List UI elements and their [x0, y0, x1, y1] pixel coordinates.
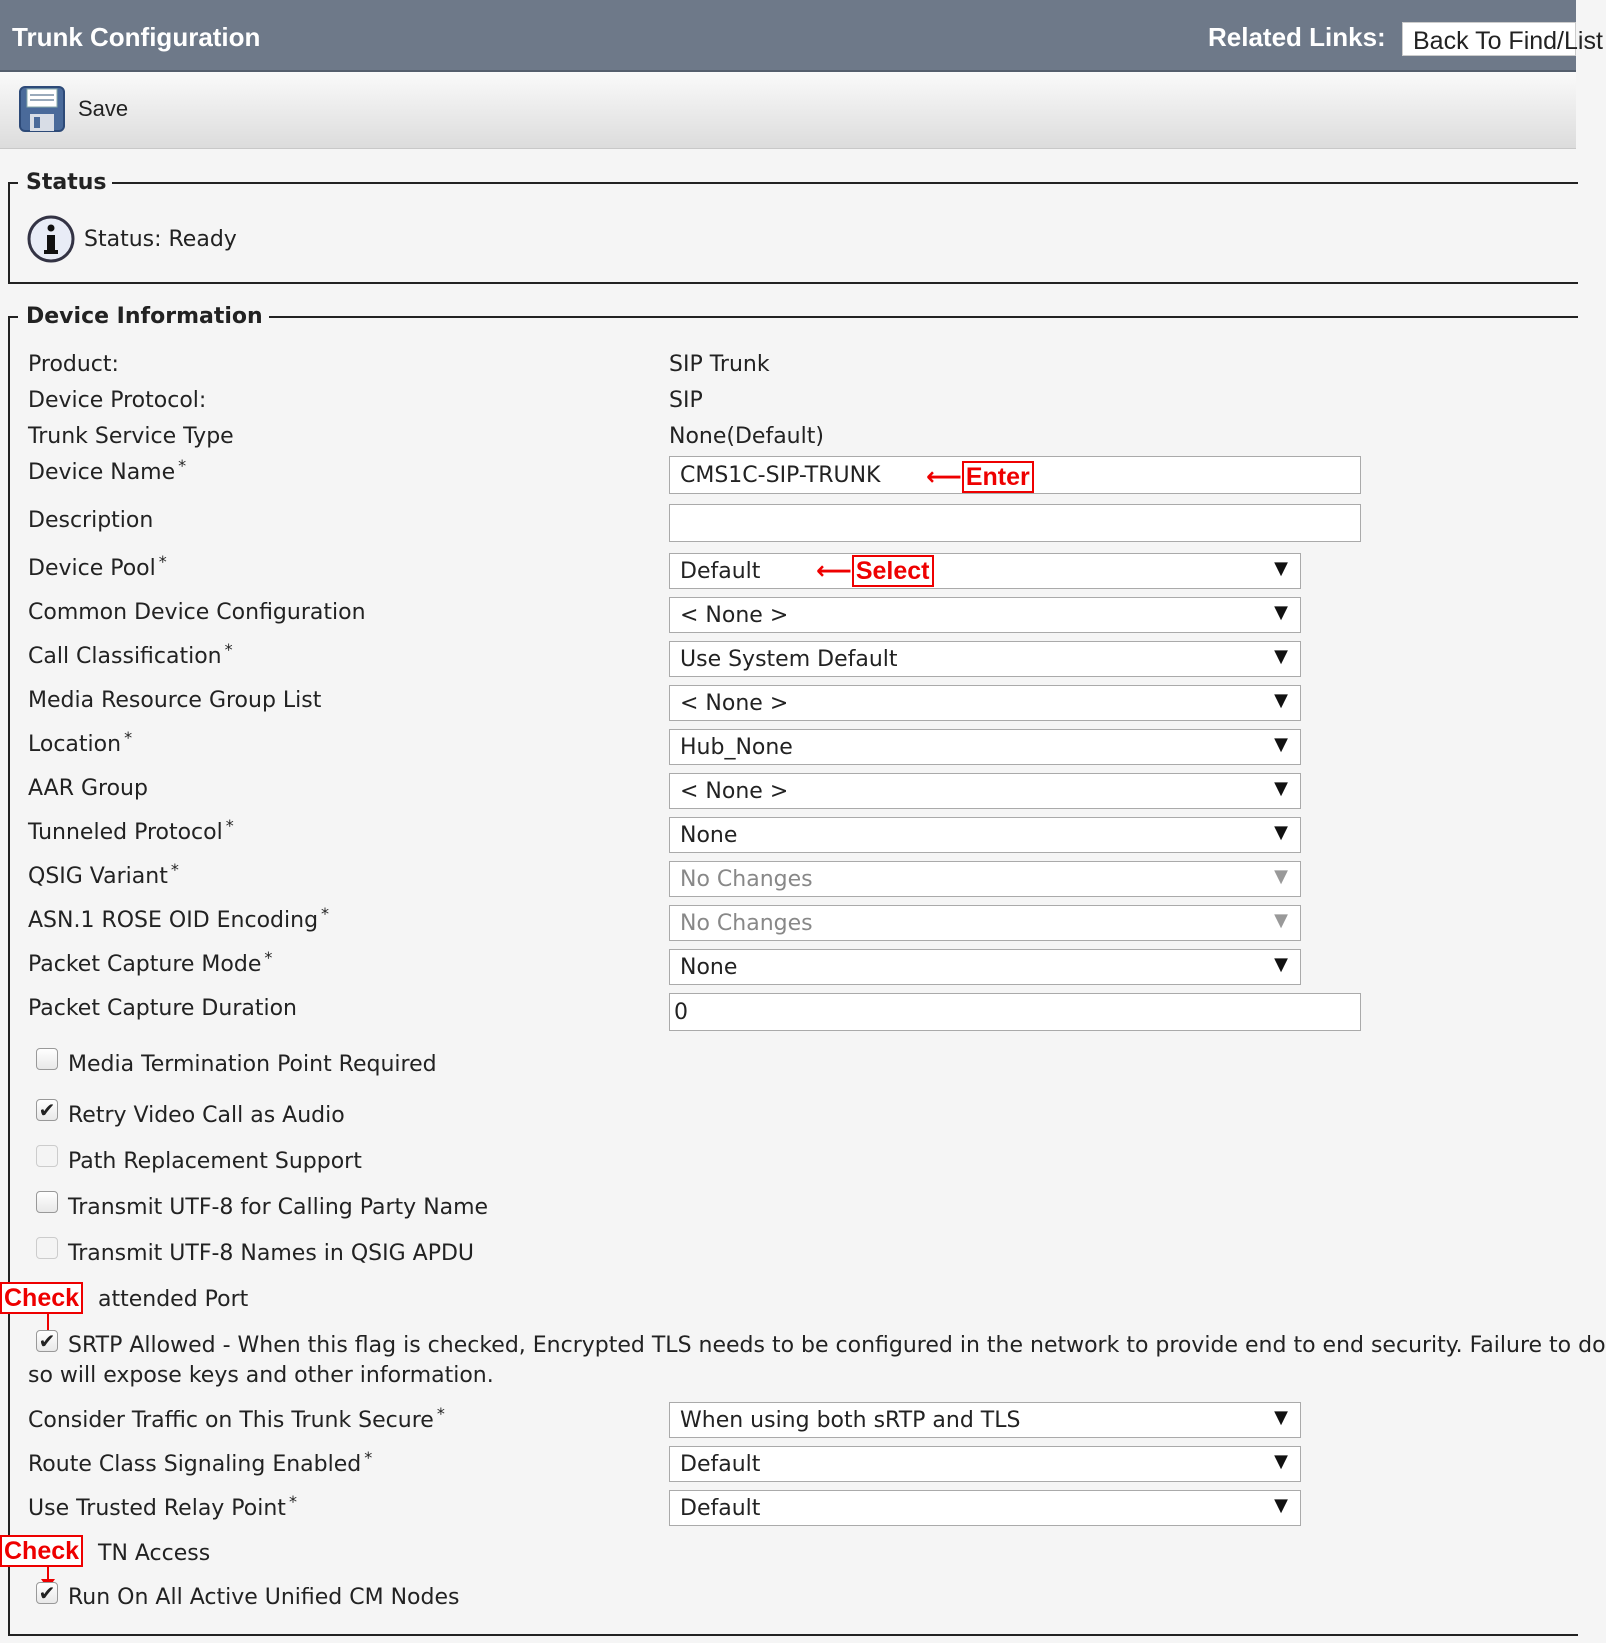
consider-traffic-secure-label: Consider Traffic on This Trunk Secure * — [28, 1404, 445, 1433]
srtp-allowed-label: SRTP Allowed - When this flag is checked, Encrypted TLS needs to be configured in the network to provide end to end security. Failure to do — [68, 1333, 1606, 1358]
packet-capture-mode-value: None — [680, 955, 738, 980]
trusted-relay-point-label: Use Trusted Relay Point * — [28, 1492, 297, 1521]
route-class-signaling-select[interactable] — [669, 1446, 1301, 1482]
location-select[interactable] — [669, 729, 1301, 765]
chevron-down-icon: ▼ — [1274, 1407, 1288, 1428]
status-text: Status: Ready — [84, 227, 237, 252]
description-input[interactable] — [669, 504, 1361, 542]
utf8-calling-label: Transmit UTF-8 for Calling Party Name — [68, 1195, 489, 1220]
utf8-calling-checkbox[interactable] — [36, 1191, 58, 1213]
location-label: Location * — [28, 728, 133, 757]
device-name-label: Device Name * — [28, 456, 187, 485]
required-marker: * — [224, 640, 233, 659]
check-icon: ✔ — [38, 1581, 56, 1605]
select-annotation — [816, 556, 934, 586]
unattended-port-label: attended Port — [98, 1287, 249, 1312]
chevron-down-icon: ▼ — [1274, 910, 1288, 931]
common-device-config-label: Common Device Configuration — [28, 600, 366, 625]
related-links-select[interactable]: Back To Find/List — [1402, 22, 1576, 56]
qsig-variant-label: QSIG Variant * — [28, 860, 179, 889]
check-annotation-2: Check — [0, 1535, 83, 1567]
packet-capture-mode-label: Packet Capture Mode * — [28, 948, 273, 977]
save-button[interactable]: Save — [78, 96, 129, 121]
required-marker: * — [225, 816, 234, 835]
common-device-config-select[interactable] — [669, 597, 1301, 633]
required-marker: * — [364, 1448, 373, 1467]
chevron-down-icon: ▼ — [1274, 602, 1288, 623]
device-pool-label: Device Pool * — [28, 552, 167, 581]
required-marker: * — [170, 860, 179, 879]
left-arrow-icon: ⟵ — [926, 463, 962, 491]
info-icon — [26, 214, 76, 264]
call-classification-value: Use System Default — [680, 647, 898, 672]
chevron-down-icon: ▼ — [1274, 690, 1288, 711]
call-classification-label: Call Classification * — [28, 640, 233, 669]
trusted-relay-point-select[interactable] — [669, 1490, 1301, 1526]
aar-group-select[interactable] — [669, 773, 1301, 809]
status-section — [8, 182, 1578, 284]
description-label: Description — [28, 508, 154, 533]
device-protocol-value: SIP — [669, 388, 703, 413]
required-marker: * — [178, 456, 187, 475]
aar-group-label: AAR Group — [28, 776, 148, 801]
qsig-variant-value: No Changes — [680, 867, 813, 892]
mtp-required-checkbox[interactable] — [36, 1048, 58, 1070]
path-replacement-label: Path Replacement Support — [68, 1149, 362, 1174]
device-information-legend: Device Information — [18, 304, 269, 329]
run-on-all-nodes-checkbox[interactable] — [36, 1582, 58, 1604]
device-protocol-label: Device Protocol: — [28, 388, 207, 413]
enter-annotation-label: Enter — [962, 461, 1034, 493]
mtp-required-label: Media Termination Point Required — [68, 1052, 437, 1077]
mrgl-value: < None > — [680, 691, 789, 716]
product-label: Product: — [28, 352, 119, 377]
packet-capture-duration-label: Packet Capture Duration — [28, 996, 297, 1021]
chevron-down-icon: ▼ — [1274, 778, 1288, 799]
route-class-signaling-label: Route Class Signaling Enabled * — [28, 1448, 373, 1477]
status-legend: Status — [18, 170, 112, 195]
required-marker: * — [288, 1492, 297, 1511]
utf8-qsig-checkbox[interactable] — [36, 1237, 58, 1259]
packet-capture-mode-select[interactable] — [669, 949, 1301, 985]
srtp-allowed-checkbox[interactable] — [36, 1330, 58, 1352]
tunneled-protocol-label: Tunneled Protocol * — [28, 816, 234, 845]
device-pool-value: Default — [680, 559, 761, 584]
chevron-down-icon: ▼ — [1274, 954, 1288, 975]
aar-group-value: < None > — [680, 779, 789, 804]
related-links-label: Related Links: — [1208, 22, 1386, 52]
enter-annotation — [926, 462, 1034, 492]
retry-video-label: Retry Video Call as Audio — [68, 1103, 345, 1128]
check-annotation-1: Check — [0, 1282, 83, 1314]
chevron-down-icon: ▼ — [1274, 866, 1288, 887]
select-annotation-label: Select — [852, 555, 934, 587]
required-marker: * — [321, 904, 330, 923]
chevron-down-icon: ▼ — [1274, 646, 1288, 667]
chevron-down-icon: ▼ — [1274, 1451, 1288, 1472]
chevron-down-icon: ▼ — [1274, 558, 1288, 579]
asn1-encoding-value: No Changes — [680, 911, 813, 936]
chevron-down-icon: ▼ — [1274, 822, 1288, 843]
title-bar — [0, 0, 1603, 72]
location-value: Hub_None — [680, 735, 793, 760]
chevron-down-icon: ▼ — [1274, 1495, 1288, 1516]
retry-video-checkbox[interactable] — [36, 1099, 58, 1121]
required-marker: * — [124, 728, 133, 747]
toolbar — [0, 72, 1576, 149]
trunk-service-type-value: None(Default) — [669, 424, 824, 449]
route-class-signaling-value: Default — [680, 1452, 761, 1477]
tunneled-protocol-value: None — [680, 823, 738, 848]
consider-traffic-secure-select[interactable] — [669, 1402, 1301, 1438]
check-icon: ✔ — [38, 1098, 56, 1122]
packet-capture-duration-input[interactable]: 0 — [669, 993, 1361, 1031]
path-replacement-checkbox[interactable] — [36, 1145, 58, 1167]
check-icon: ✔ — [38, 1329, 56, 1353]
floppy-disk-icon[interactable] — [18, 85, 66, 133]
srtp-allowed-label-continued: so will expose keys and other information. — [28, 1363, 494, 1388]
qsig-variant-select — [669, 861, 1301, 897]
utf8-qsig-label: Transmit UTF-8 Names in QSIG APDU — [68, 1241, 475, 1266]
asn1-encoding-select — [669, 905, 1301, 941]
left-arrow-icon: ⟵ — [816, 557, 852, 585]
device-name-input[interactable]: CMS1C-SIP-TRUNK — [669, 456, 1361, 494]
required-marker: * — [158, 552, 167, 571]
required-marker: * — [436, 1404, 445, 1423]
asn1-encoding-label: ASN.1 ROSE OID Encoding * — [28, 904, 330, 933]
consider-traffic-secure-value: When using both sRTP and TLS — [680, 1408, 1021, 1433]
call-classification-select[interactable] — [669, 641, 1301, 677]
mrgl-label: Media Resource Group List — [28, 688, 322, 713]
common-device-config-value: < None > — [680, 603, 789, 628]
page-title: Trunk Configuration — [12, 22, 261, 52]
tunneled-protocol-select[interactable] — [669, 817, 1301, 853]
trunk-service-type-label: Trunk Service Type — [28, 424, 234, 449]
trusted-relay-point-value: Default — [680, 1496, 761, 1521]
required-marker: * — [264, 948, 273, 967]
mrgl-select[interactable] — [669, 685, 1301, 721]
chevron-down-icon: ▼ — [1274, 734, 1288, 755]
device-pool-select[interactable] — [669, 553, 1301, 589]
pstn-access-label: TN Access — [98, 1541, 211, 1566]
run-on-all-nodes-label: Run On All Active Unified CM Nodes — [68, 1585, 460, 1610]
down-arrow-icon — [47, 1567, 49, 1581]
product-value: SIP Trunk — [669, 352, 770, 377]
